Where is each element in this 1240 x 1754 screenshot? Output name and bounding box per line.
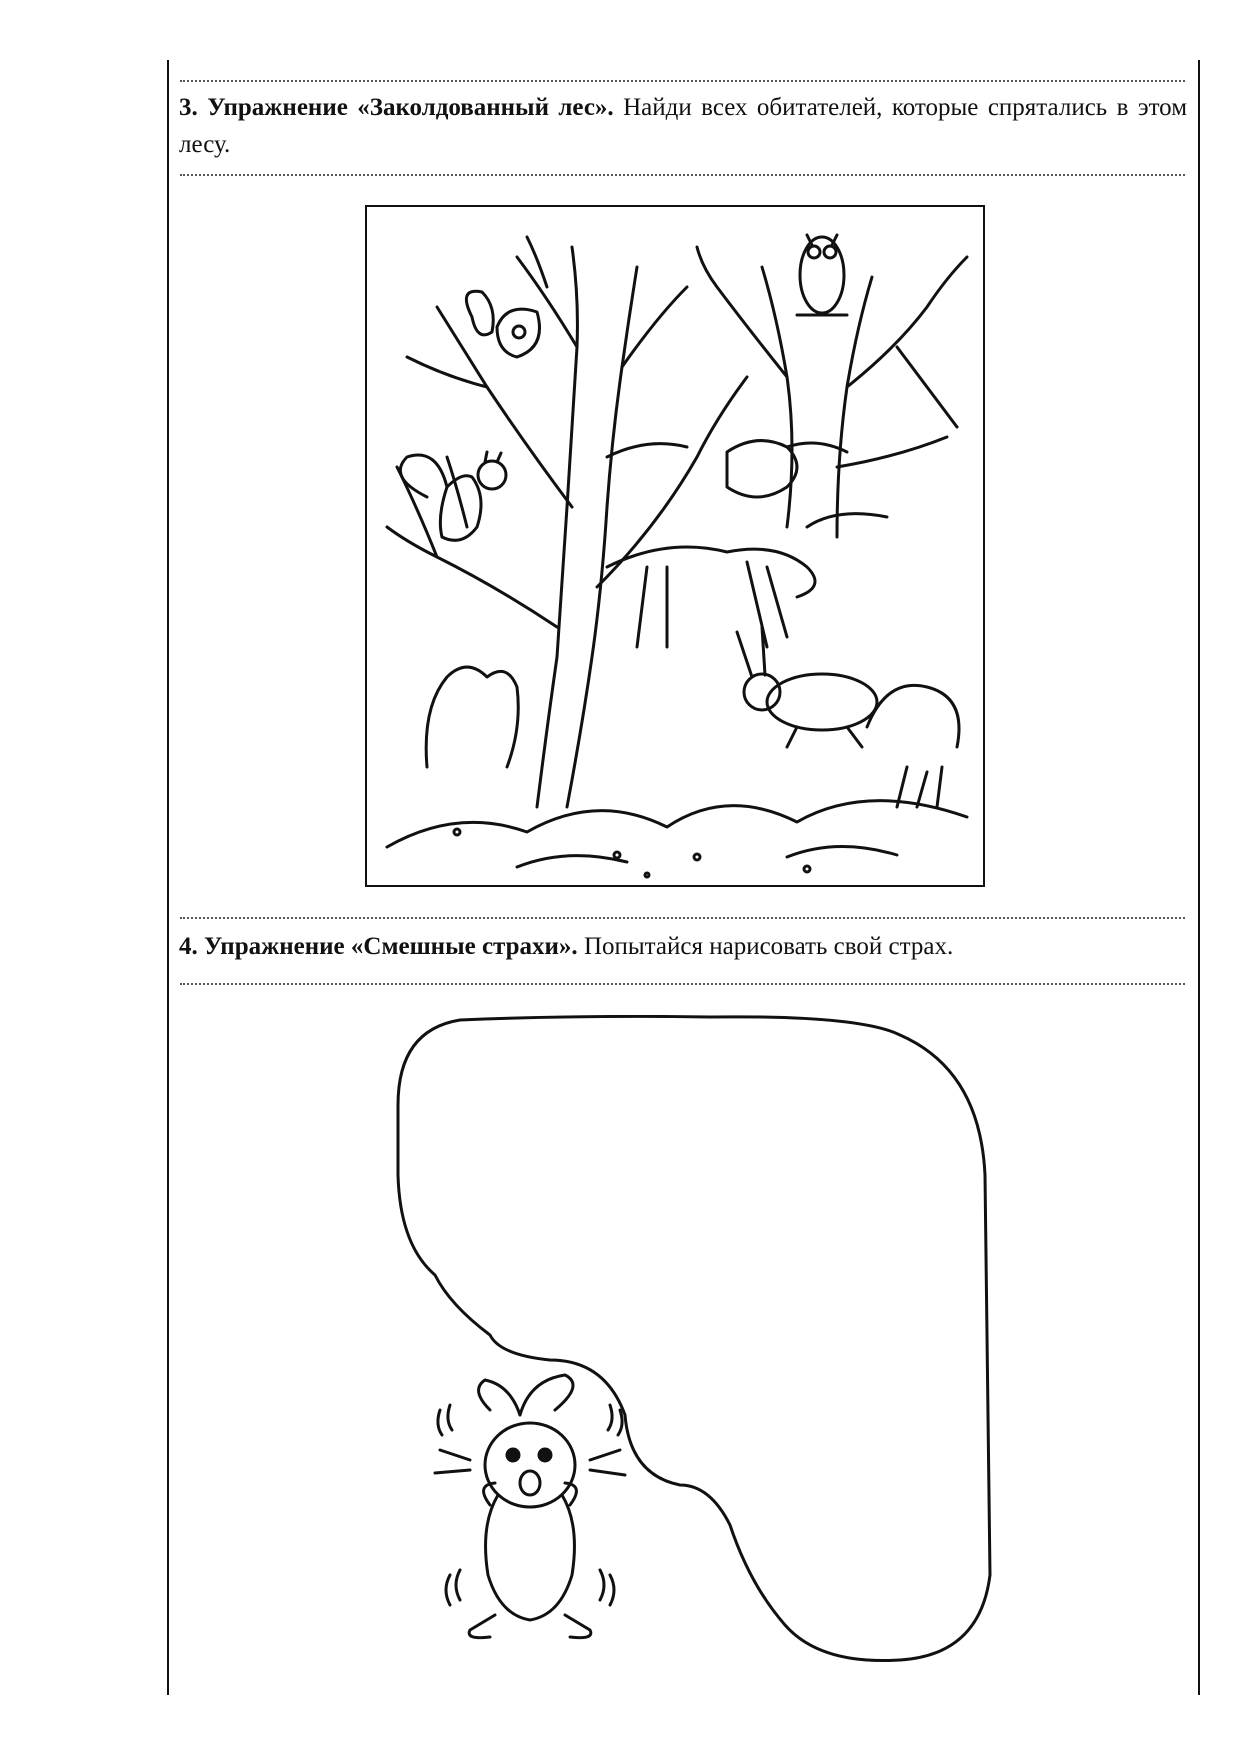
drawing-area[interactable] [380, 1015, 1000, 1695]
dotted-line [180, 983, 1185, 985]
butterfly [466, 291, 539, 357]
frightened-bunny [435, 1375, 625, 1638]
ground-snow-mounds [387, 801, 967, 877]
exercise-3-text [179, 89, 1187, 163]
hare [737, 627, 877, 747]
bushes [426, 667, 959, 807]
exercise-3-number: 3. [179, 94, 198, 121]
fox [607, 441, 847, 647]
forest-picture [365, 205, 985, 887]
dotted-line [180, 174, 1185, 176]
exercise-4-title: Упражнение «Смешные страхи». [204, 933, 578, 960]
squirrel [400, 452, 506, 540]
left-margin-line [167, 60, 169, 1695]
exercise-4-number: 4. [179, 933, 198, 960]
right-margin-line [1198, 60, 1200, 1695]
exercise-4-instruction: Попытайся нарисовать свой страх. [583, 933, 954, 960]
owl [797, 235, 847, 315]
exercise-3-title: Упражнение «Заколдованный лес». [207, 94, 614, 121]
dotted-line [180, 80, 1185, 82]
exercise-3-instruction: Найди всех обитателей, которые спрятались в этом лесу. [179, 94, 1188, 158]
exercise-4-text [179, 928, 1187, 965]
dotted-line [180, 917, 1185, 919]
